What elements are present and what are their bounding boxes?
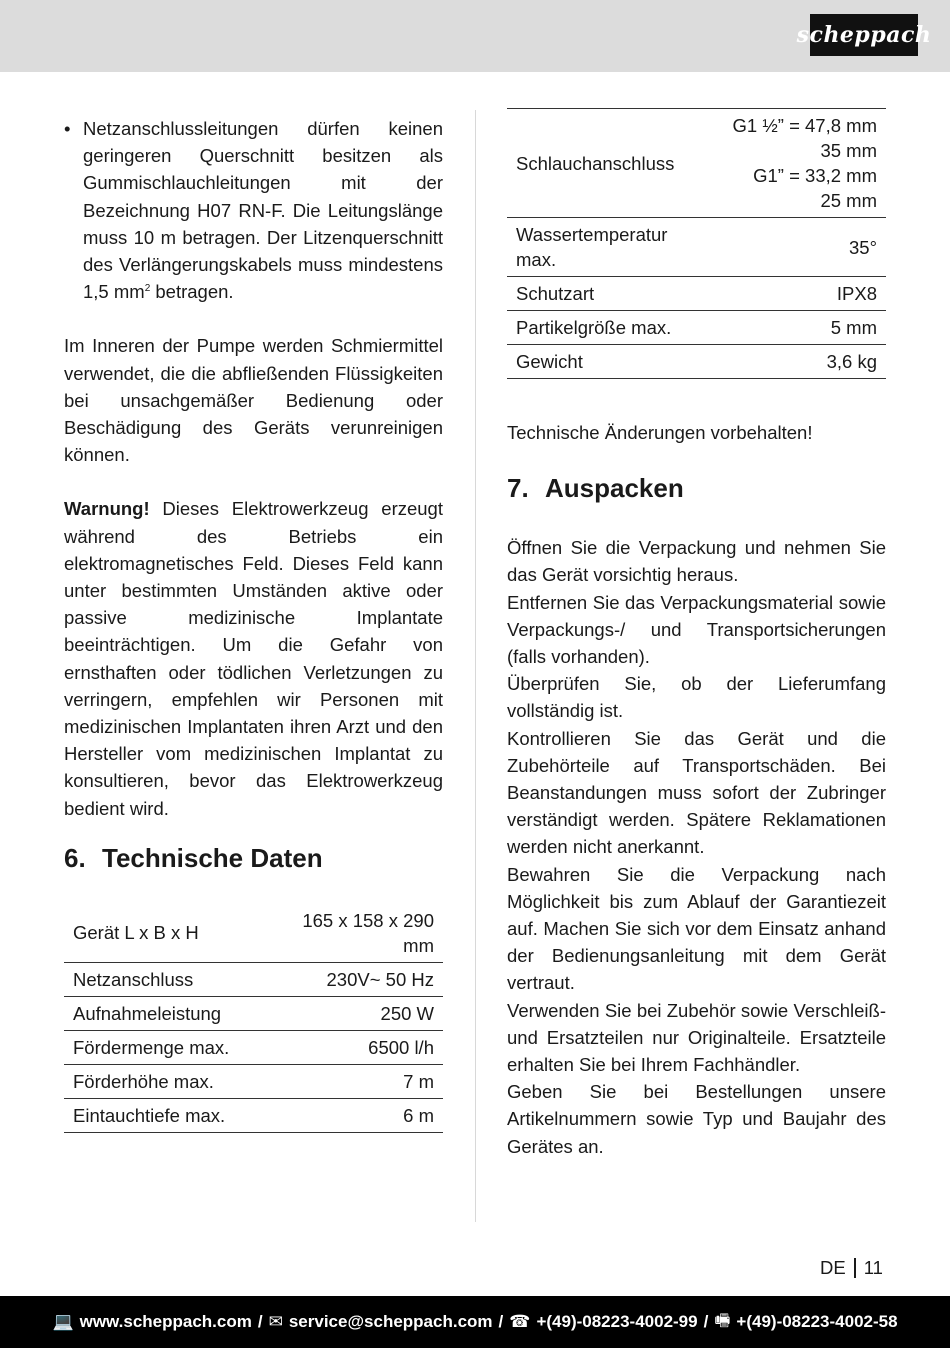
- table-value: [689, 109, 886, 218]
- table-value: [689, 277, 886, 311]
- right-column: [507, 108, 886, 1160]
- table-label: Netzanschluss: [73, 968, 194, 990]
- table-row: [507, 109, 886, 218]
- table-value-line: 3,6 kg: [826, 351, 877, 372]
- table-row: [64, 1064, 443, 1098]
- footer: 💻 www.scheppach.com / ✉ service@scheppach.com / ☎ +(49)-08223-4002-99 / 🖷 +(49)-08223-4002-58: [0, 1296, 950, 1348]
- table-value: [689, 345, 886, 379]
- scheppach-logo: [796, 14, 932, 56]
- footer-fax: +(49)-08223-4002-58: [736, 1312, 898, 1331]
- unpacking-paragraph: Bewahren Sie die Verpackung nach Möglichkeit bis zum Ablauf der Garantiezeit auf. Machen Sie sich vor dem Einsatz anhand der Bedienungsanleitung mit dem Gerät vertraut.: [507, 863, 886, 994]
- table-value-line: 25 mm: [820, 190, 877, 211]
- lubricant-paragraph: Im Inneren der Pumpe werden Schmiermittel verwendet, die die abfließenden Flüssigkeiten bei unsachgemäßer Bedienung oder Beschädigung des Geräts verunreinigen können.: [64, 335, 443, 466]
- unpacking-paragraph: Öffnen Sie die Verpackung und nehmen Sie das Gerät vorsichtig heraus.: [507, 537, 886, 586]
- table-value-line: 35°: [849, 236, 877, 258]
- table-row: [507, 277, 886, 311]
- section-heading-unpacking: 7. Auspacken: [507, 473, 684, 504]
- table-label: Schutzart: [516, 283, 595, 304]
- column-divider: [475, 110, 476, 1222]
- table-row: [64, 1030, 443, 1064]
- computer-icon: 💻: [52, 1312, 74, 1331]
- bullet-text: Netzanschlussleitungen dürfen keinen geringeren Querschnitt besitzen als Gummischlauchleitungen mit der Bezeichnung H07 RN-F. Die Leitungslänge muss 10 m betragen. Der Litzenquerschnitt des Verlängerungskabels muss mindestens 1,5 $mm^2$ betragen.: [83, 118, 443, 303]
- page-separator: [854, 1258, 856, 1278]
- table-value-line: IPX8: [836, 283, 877, 304]
- table-value-line: G1 ½” = 47,8 mm: [732, 115, 877, 136]
- footer-phone: +(49)-08223-4002-99: [536, 1312, 698, 1331]
- page-number: [820, 1257, 883, 1279]
- table-label: Aufnahmeleistung: [73, 1002, 222, 1024]
- table-value: 230V~ 50 Hz: [326, 968, 434, 990]
- bullet-dot-icon: •: [64, 118, 71, 139]
- table-label: Partikelgröße max.: [516, 317, 672, 338]
- unpacking-paragraph: Kontrollieren Sie das Gerät und die Zubehörteile auf Transportschäden. Bei Beanstandungen muss sofort der Zubringer verständigt werden. Spätere Reklamationen werden nicht anerkannt.: [507, 727, 886, 858]
- table-label: Schlauchanschluss: [516, 152, 675, 174]
- table-label: Fördermenge max.: [73, 1036, 230, 1058]
- unpacking-paragraph: Überprüfen Sie, ob der Lieferumfang vollständig ist.: [507, 673, 886, 722]
- unpacking-paragraph: Verwenden Sie bei Zubehör sowie Verschleiß- und Ersatzteilen nur Originalteile. Ersatzteile erhalten Sie bei Ihrem Fachhändler.: [507, 999, 886, 1076]
- table-row: [64, 904, 443, 963]
- table-value: 250 W: [380, 1002, 434, 1024]
- table-value-line: G1” = 33,2 mm: [753, 165, 877, 186]
- technical-data-table: [64, 904, 443, 1133]
- table-value: 6 m: [403, 1104, 434, 1126]
- table-value-line: 5 mm: [830, 317, 877, 338]
- changes-note: Technische Änderungen vorbehalten!: [507, 422, 813, 443]
- unpacking-paragraph: Entfernen Sie das Verpackungsmaterial sowie Verpackungs-/ und Transportsicherungen (falls vorhanden).: [507, 591, 886, 668]
- table-label: Wassertemperatur max.: [516, 224, 668, 270]
- technical-data-table-continued: [507, 108, 886, 379]
- table-row: [64, 1098, 443, 1132]
- fax-icon: 🖷: [714, 1310, 731, 1330]
- table-row: [507, 311, 886, 345]
- table-row: [64, 962, 443, 996]
- table-value: [689, 311, 886, 345]
- language-code: DE: [820, 1257, 846, 1278]
- table-value: 165 x 158 x 290 mm: [302, 909, 434, 956]
- section-heading-technical-data: 6. Technische Daten: [64, 842, 323, 873]
- table-label: Gerät L x B x H: [73, 922, 199, 944]
- footer-email[interactable]: service@scheppach.com: [288, 1312, 493, 1331]
- phone-icon: ☎: [509, 1312, 531, 1331]
- warning-text: Dieses Elektrowerkzeug erzeugt während des Betriebs ein elektromagnetisches Feld. Dieses Feld kann unter bestimmten Umständen aktive oder passive medizinische Implantate beeinträchtigen. Um die Gefahr von ernsthaften oder tödlichen Verletzungen zu verringern, empfehlen wir Personen mit medizinischen Implantaten ihren Arzt und den Hersteller vom medizinischen Implantat zu konsultieren, bevor das Elektrowerkzeug bedient wird.: [64, 498, 443, 819]
- unpacking-paragraph: Geben Sie bei Bestellungen unsere Artikelnummern sowie Typ und Baujahr des Gerätes an.: [507, 1081, 886, 1157]
- page-number-value: 11: [863, 1257, 883, 1278]
- warning-paragraph: [64, 495, 443, 821]
- footer-website[interactable]: www.scheppach.com: [79, 1312, 252, 1331]
- bullet-item: [64, 115, 443, 305]
- mail-icon: ✉: [268, 1312, 283, 1331]
- table-label: Förderhöhe max.: [73, 1070, 214, 1092]
- table-value: 7 m: [403, 1070, 434, 1092]
- table-row: [507, 218, 886, 277]
- table-row: [507, 345, 886, 379]
- logo-text: scheppach: [796, 22, 932, 48]
- table-row: [64, 996, 443, 1030]
- table-label: Eintauchtiefe max.: [73, 1104, 226, 1126]
- unpacking-text: [507, 534, 886, 1160]
- table-value-line: 35 mm: [820, 140, 877, 161]
- table-value: [689, 218, 886, 277]
- left-column: [64, 115, 443, 1133]
- table-label: Gewicht: [516, 351, 583, 372]
- table-value: 6500 l/h: [368, 1036, 434, 1058]
- warning-label: Warnung!: [64, 498, 150, 520]
